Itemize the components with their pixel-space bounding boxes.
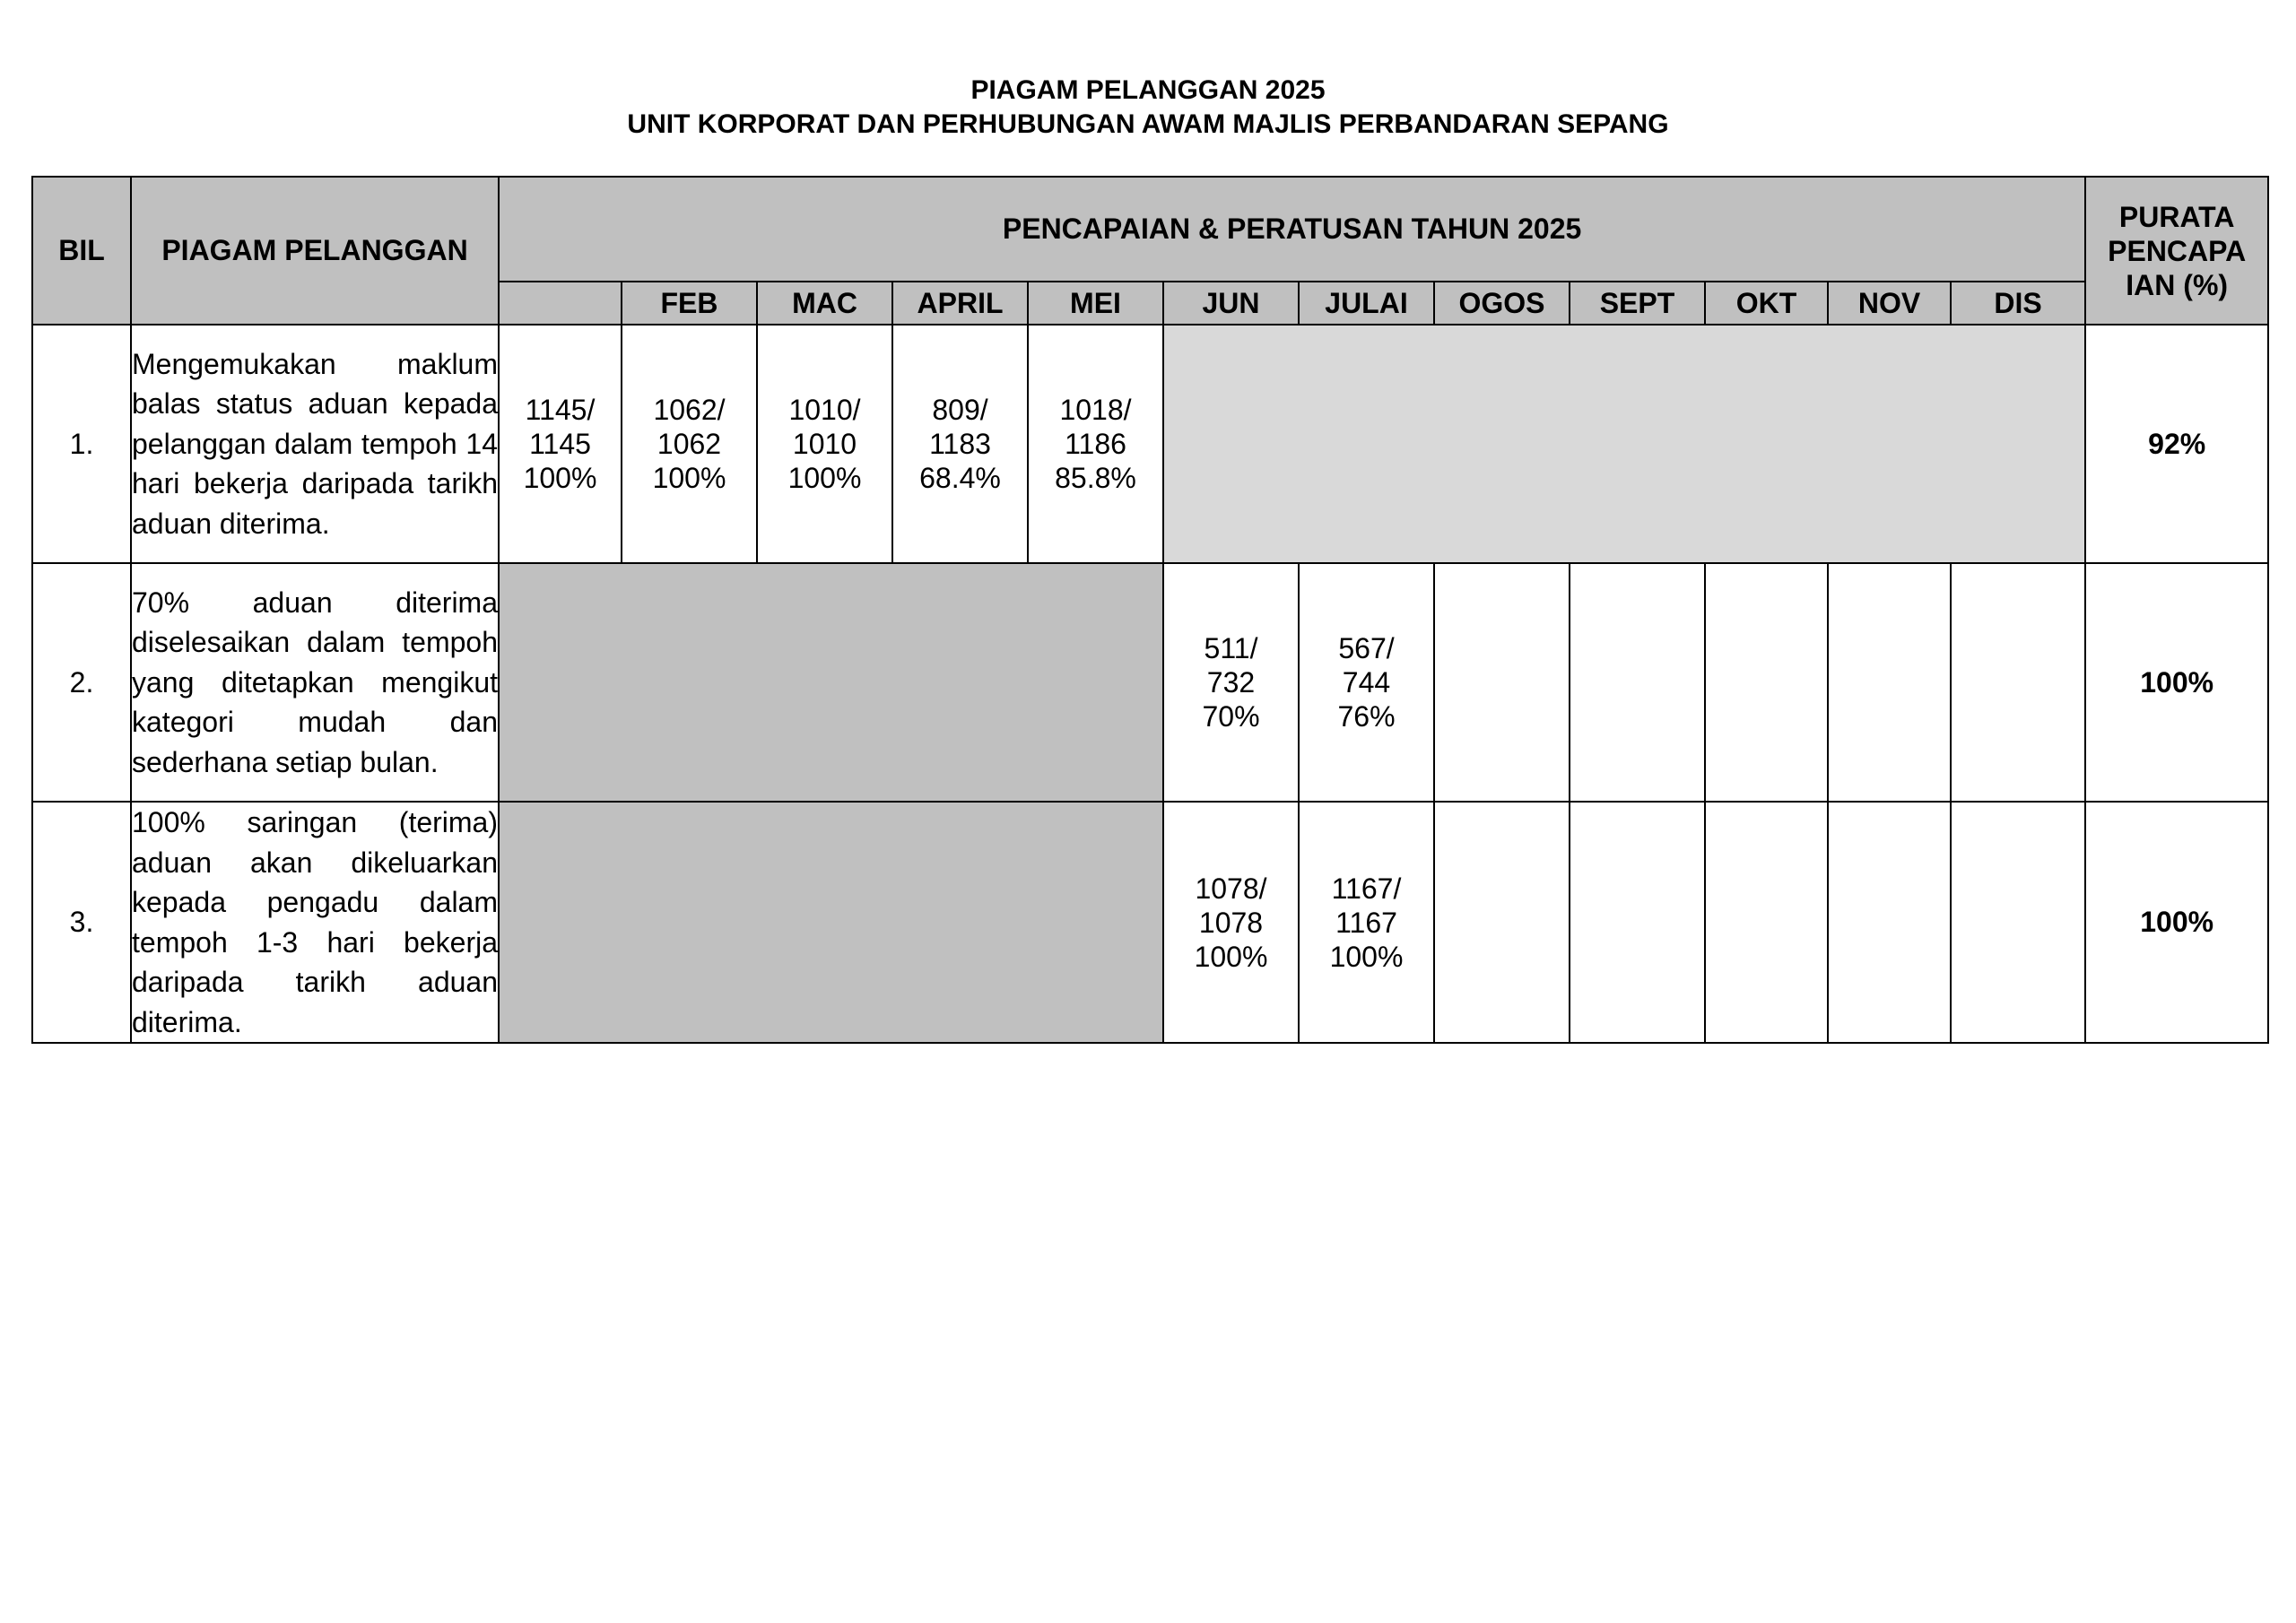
value-cell — [622, 325, 757, 563]
value-cell — [892, 325, 1028, 563]
value-percentage: 100% — [787, 462, 862, 494]
document-title-block — [0, 74, 2296, 142]
row-number: 2. — [32, 563, 131, 802]
month-header-okt: OKT — [1705, 282, 1828, 325]
empty-cell — [1570, 802, 1705, 1043]
empty-cell — [1828, 563, 1951, 802]
empty-cell — [1828, 802, 1951, 1043]
value-cell — [1028, 325, 1163, 563]
month-header-dis: DIS — [1951, 282, 2085, 325]
value-percentage: 100% — [652, 462, 726, 494]
value-cell — [1163, 802, 1299, 1043]
empty-cell — [1434, 802, 1570, 1043]
shaded-empty-cell — [1163, 325, 2085, 563]
month-header-mei: MEI — [1028, 282, 1163, 325]
average-achievement: 92% — [2085, 325, 2268, 563]
shaded-empty-cell — [499, 563, 1163, 802]
value-cell — [499, 325, 622, 563]
average-achievement: 100% — [2085, 802, 2268, 1043]
value-numerator: 1145/ — [525, 394, 596, 426]
header-bil: BIL — [32, 177, 131, 325]
value-numerator: 1062/ — [653, 394, 726, 426]
empty-cell — [1705, 802, 1828, 1043]
value-cell — [1299, 802, 1434, 1043]
month-header-april: APRIL — [892, 282, 1028, 325]
value-denominator: 744 — [1342, 666, 1391, 699]
value-percentage: 68.4% — [919, 462, 1001, 494]
row-number: 1. — [32, 325, 131, 563]
header-pencapaian: PENCAPAIAN & PERATUSAN TAHUN 2025 — [499, 177, 2085, 282]
header-piagam-pelanggan: PIAGAM PELANGGAN — [131, 177, 499, 325]
value-cell — [1163, 563, 1299, 802]
row-number: 3. — [32, 802, 131, 1043]
value-denominator: 1186 — [1065, 428, 1126, 460]
empty-cell — [1951, 563, 2085, 802]
empty-cell — [1570, 563, 1705, 802]
value-denominator: 1183 — [929, 428, 991, 460]
value-numerator: 1078/ — [1195, 872, 1267, 905]
value-denominator: 732 — [1206, 666, 1256, 699]
value-percentage: 85.8% — [1055, 462, 1136, 494]
charter-description: 70% aduan diterima diselesaikan dalam tempoh yang ditetapkan mengikut kategori mudah dan sederhana setiap bulan. — [131, 563, 499, 802]
month-header-feb: FEB — [622, 282, 757, 325]
month-header-mac: MAC — [757, 282, 892, 325]
month-header-jan — [499, 282, 622, 325]
value-numerator: 567/ — [1338, 632, 1395, 664]
value-percentage: 100% — [1194, 940, 1268, 973]
empty-cell — [1705, 563, 1828, 802]
value-denominator: 1010 — [792, 428, 857, 460]
charter-description: Mengemukakan maklum balas status aduan kepada pelanggan dalam tempoh 14 hari bekerja daripada tarikh aduan diterima. — [131, 325, 499, 563]
value-cell — [757, 325, 892, 563]
table-row — [32, 802, 2268, 1043]
table-row — [32, 325, 2268, 563]
value-denominator: 1062 — [657, 428, 722, 460]
value-numerator: 1167/ — [1331, 872, 1402, 905]
month-header-nov: NOV — [1828, 282, 1951, 325]
value-denominator: 1167 — [1335, 906, 1397, 939]
value-numerator: 1010/ — [788, 394, 861, 426]
value-percentage: 100% — [1329, 940, 1404, 973]
month-header-jun: JUN — [1163, 282, 1299, 325]
customer-charter-table — [31, 176, 2269, 1044]
value-percentage: 70% — [1202, 700, 1260, 733]
value-numerator: 511/ — [1204, 632, 1258, 664]
month-header-ogos: OGOS — [1434, 282, 1570, 325]
header-purata-line3: IAN (%) — [2126, 268, 2229, 301]
header-purata-line1: PURATA — [2118, 200, 2235, 233]
month-header-sept: SEPT — [1570, 282, 1705, 325]
header-purata-line2: PENCAPA — [2108, 234, 2247, 267]
document-title: PIAGAM PELANGGAN 2025 — [970, 75, 1326, 105]
value-percentage: 100% — [523, 462, 597, 494]
table-row — [32, 563, 2268, 802]
document-subtitle: UNIT KORPORAT DAN PERHUBUNGAN AWAM MAJLIS PERBANDARAN SEPANG — [627, 109, 1669, 139]
empty-cell — [1434, 563, 1570, 802]
value-percentage: 76% — [1337, 700, 1396, 733]
charter-description: 100% saringan (terima) aduan akan dikeluarkan kepada pengadu dalam tempoh 1-3 hari bekerja daripada tarikh aduan diterima. — [131, 802, 499, 1043]
value-cell — [1299, 563, 1434, 802]
month-header-julai: JULAI — [1299, 282, 1434, 325]
header-purata-pencapaian — [2085, 177, 2268, 325]
value-numerator: 809/ — [932, 394, 988, 426]
average-achievement: 100% — [2085, 563, 2268, 802]
empty-cell — [1951, 802, 2085, 1043]
value-denominator: 1078 — [1198, 906, 1264, 939]
value-denominator: 1145 — [529, 428, 591, 460]
value-numerator: 1018/ — [1059, 394, 1132, 426]
shaded-empty-cell — [499, 802, 1163, 1043]
